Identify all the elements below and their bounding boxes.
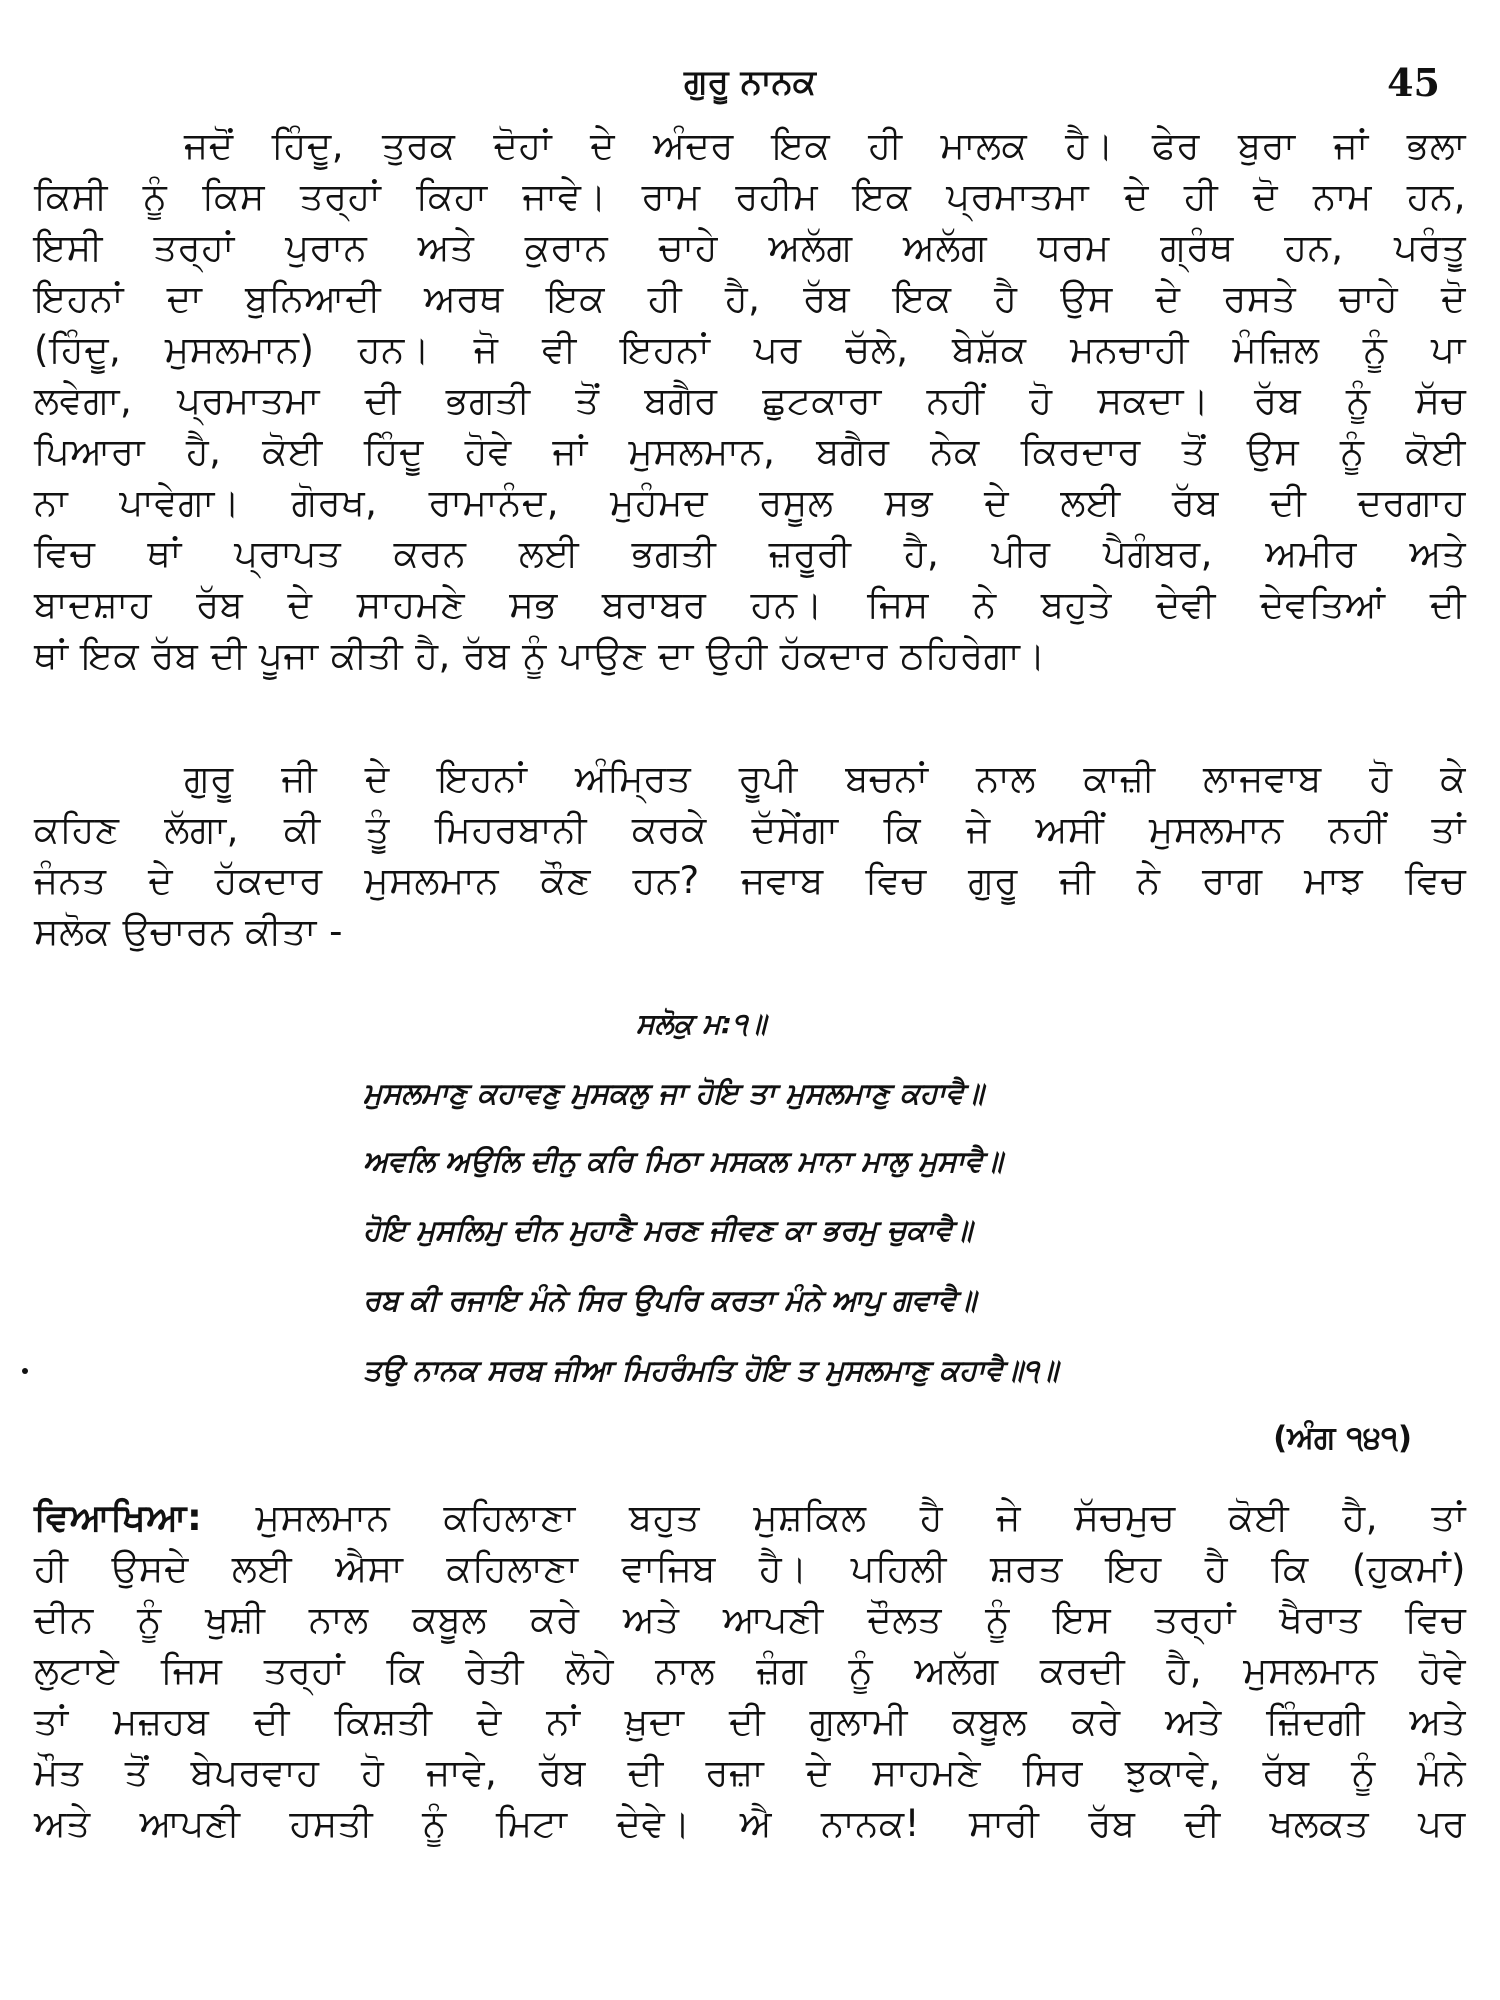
verse-line: ਹੋਇ ਮੁਸਲਿਮੁ ਦੀਨ ਮੁਹਾਣੈ ਮਰਣ ਜੀਵਣ ਕਾ ਭਰਮੁ ਚੁਕਾਵੈ॥ — [363, 1213, 973, 1247]
paragraph-line: ਇਹਨਾਂ ਦਾ ਬੁਨਿਆਦੀ ਅਰਥ ਇਕ ਹੀ ਹੈ, ਰੱਬ ਇਕ ਹੈ ਉਸ ਦੇ ਰਸਤੇ ਚਾਹੇ ਦੋ — [34, 277, 1466, 320]
paragraph-line: ਗੁਰੂ ਜੀ ਦੇ ਇਹਨਾਂ ਅੰਮ੍ਰਿਤ ਰੂਪੀ ਬਚਨਾਂ ਨਾਲ ਕਾਜ਼ੀ ਲਾਜਵਾਬ ਹੋ ਕੇ — [184, 757, 1466, 800]
paragraph-line: ਨਾ ਪਾਵੇਗਾ। ਗੋਰਖ, ਰਾਮਾਨੰਦ, ਮੁਹੰਮਦ ਰਸੂਲ ਸਭ ਦੇ ਲਈ ਰੱਬ ਦੀ ਦਰਗਾਹ — [34, 481, 1466, 524]
paragraph-line: ਪਿਆਰਾ ਹੈ, ਕੋਈ ਹਿੰਦੂ ਹੋਵੇ ਜਾਂ ਮੁਸਲਮਾਨ, ਬਗੈਰ ਨੇਕ ਕਿਰਦਾਰ ਤੋਂ ਉਸ ਨੂੰ ਕੋਈ — [34, 430, 1466, 473]
paragraph-line: ਦੀਨ ਨੂੰ ਖੁਸ਼ੀ ਨਾਲ ਕਬੂਲ ਕਰੇ ਅਤੇ ਆਪਣੀ ਦੌਲਤ ਨੂੰ ਇਸ ਤਰ੍ਹਾਂ ਖੈਰਾਤ ਵਿਚ — [34, 1598, 1466, 1641]
paragraph-line: ਕਹਿਣ ਲੱਗਾ, ਕੀ ਤੂੰ ਮਿਹਰਬਾਨੀ ਕਰਕੇ ਦੱਸੇਂਗਾ ਕਿ ਜੇ ਅਸੀਂ ਮੁਸਲਮਾਨ ਨਹੀਂ ਤਾਂ — [34, 808, 1466, 851]
verse-line: ਅਵਲਿ ਅਉਲਿ ਦੀਨੁ ਕਰਿ ਮਿਠਾ ਮਸਕਲ ਮਾਨਾ ਮਾਲੁ ਮੁਸਾਵੈ॥ — [363, 1144, 1003, 1178]
explanation-paragraph — [34, 1492, 1466, 1849]
paragraph-line: ਹੀ ਉਸਦੇ ਲਈ ਐਸਾ ਕਹਿਲਾਣਾ ਵਾਜਿਬ ਹੈ। ਪਹਿਲੀ ਸ਼ਰਤ ਇਹ ਹੈ ਕਿ (ਹੁਕਮਾਂ) — [34, 1547, 1466, 1590]
paragraph-line: ਜੰਨਤ ਦੇ ਹੱਕਦਾਰ ਮੁਸਲਮਾਨ ਕੌਣ ਹਨ? ਜਵਾਬ ਵਿਚ ਗੁਰੂ ਜੀ ਨੇ ਰਾਗ ਮਾਝ ਵਿਚ — [34, 859, 1466, 902]
explanation-label: ਵਿਆਖਿਆ: — [34, 1496, 203, 1539]
verse-line: ਤਉ ਨਾਨਕ ਸਰਬ ਜੀਆ ਮਿਹਰੰਮਤਿ ਹੋਇ ਤ ਮੁਸਲਮਾਣੁ ਕਹਾਵੈ॥੧॥ — [363, 1353, 1059, 1387]
paragraph-line: ਲਵੇਗਾ, ਪ੍ਰਮਾਤਮਾ ਦੀ ਭਗਤੀ ਤੋਂ ਬਗੈਰ ਛੁਟਕਾਰਾ ਨਹੀਂ ਹੋ ਸਕਦਾ। ਰੱਬ ਨੂੰ ਸੱਚ — [34, 379, 1466, 422]
paragraph-2 — [34, 753, 1466, 957]
verse-line: ਮੁਸਲਮਾਣੁ ਕਹਾਵਣੁ ਮੁਸਕਲੁ ਜਾ ਹੋਇ ਤਾ ਮੁਸਲਮਾਣੁ ਕਹਾਵੈ॥ — [363, 1076, 984, 1110]
paragraph-line: ਬਾਦਸ਼ਾਹ ਰੱਬ ਦੇ ਸਾਹਮਣੇ ਸਭ ਬਰਾਬਰ ਹਨ। ਜਿਸ ਨੇ ਬਹੁਤੇ ਦੇਵੀ ਦੇਵਤਿਆਂ ਦੀ — [34, 583, 1466, 626]
verse-line: ਰਬ ਕੀ ਰਜਾਇ ਮੰਨੇ ਸਿਰ ਉਪਰਿ ਕਰਤਾ ਮੰਨੇ ਆਪੁ ਗਵਾਵੈ॥ — [363, 1283, 977, 1317]
paragraph-line: ਤਾਂ ਮਜ਼ਹਬ ਦੀ ਕਿਸ਼ਤੀ ਦੇ ਨਾਂ ਖ਼ੁਦਾ ਦੀ ਗੁਲਾਮੀ ਕਬੂਲ ਕਰੇ ਅਤੇ ਜ਼ਿੰਦਗੀ ਅਤੇ — [34, 1700, 1466, 1743]
verse-heading: ਸਲੋਕੁ ਮ:੧॥ — [636, 1007, 767, 1040]
paragraph-line: ਜਦੋਂ ਹਿੰਦੂ, ਤੁਰਕ ਦੋਹਾਂ ਦੇ ਅੰਦਰ ਇਕ ਹੀ ਮਾਲਕ ਹੈ। ਫੇਰ ਬੁਰਾ ਜਾਂ ਭਲਾ — [184, 124, 1466, 167]
paragraph-line: ਸਲੋਕ ਉਚਾਰਨ ਕੀਤਾ - — [34, 910, 343, 953]
paragraph-line: ਇਸੀ ਤਰ੍ਹਾਂ ਪੁਰਾਨ ਅਤੇ ਕੁਰਾਨ ਚਾਹੇ ਅਲੱਗ ਅਲੱਗ ਧਰਮ ਗ੍ਰੰਥ ਹਨ, ਪਰੰਤੂ — [34, 226, 1466, 269]
paragraph-line: ਲੁਟਾਏ ਜਿਸ ਤਰ੍ਹਾਂ ਕਿ ਰੇਤੀ ਲੋਹੇ ਨਾਲ ਜ਼ੰਗ ਨੂੰ ਅਲੱਗ ਕਰਦੀ ਹੈ, ਮੁਸਲਮਾਨ ਹੋਵੇ — [34, 1649, 1466, 1692]
paragraph-line: ਥਾਂ ਇਕ ਰੱਬ ਦੀ ਪੂਜਾ ਕੀਤੀ ਹੈ, ਰੱਬ ਨੂੰ ਪਾਉਣ ਦਾ ਉਹੀ ਹੱਕਦਾਰ ਠਹਿਰੇਗਾ। — [34, 634, 1046, 677]
explanation-first-line — [34, 1492, 1466, 1543]
running-header-title: ਗੁਰੂ ਨਾਨਕ — [684, 62, 816, 102]
paragraph-line: ਅਤੇ ਆਪਣੀ ਹਸਤੀ ਨੂੰ ਮਿਟਾ ਦੇਵੇ। ਐ ਨਾਨਕ! ਸਾਰੀ ਰੱਬ ਦੀ ਖਲਕਤ ਪਰ — [34, 1802, 1466, 1845]
page-number: 45 — [1387, 60, 1440, 105]
paragraph-line: ਵਿਚ ਥਾਂ ਪ੍ਰਾਪਤ ਕਰਨ ਲਈ ਭਗਤੀ ਜ਼ਰੂਰੀ ਹੈ, ਪੀਰ ਪੈਗੰਬਰ, ਅਮੀਰ ਅਤੇ — [34, 532, 1466, 575]
paragraph-1 — [34, 120, 1466, 681]
stray-ink-dot — [22, 1368, 28, 1374]
paragraph-line: ਕਿਸੀ ਨੂੰ ਕਿਸ ਤਰ੍ਹਾਂ ਕਿਹਾ ਜਾਵੇ। ਰਾਮ ਰਹੀਮ ਇਕ ਪ੍ਰਮਾਤਮਾ ਦੇ ਹੀ ਦੋ ਨਾਮ ਹਨ, — [34, 175, 1466, 218]
explanation-first-line-text: ਮੁਸਲਮਾਨ ਕਹਿਲਾਣਾ ਬਹੁਤ ਮੁਸ਼ਕਿਲ ਹੈ ਜੇ ਸੱਚਮੁਚ ਕੋਈ ਹੈ, ਤਾਂ — [255, 1496, 1467, 1539]
paragraph-line: ਮੌਤ ਤੋਂ ਬੇਪਰਵਾਹ ਹੋ ਜਾਵੇ, ਰੱਬ ਦੀ ਰਜ਼ਾ ਦੇ ਸਾਹਮਣੇ ਸਿਰ ਝੁਕਾਵੇ, ਰੱਬ ਨੂੰ ਮੰਨੇ — [34, 1751, 1466, 1794]
paragraph-line: (ਹਿੰਦੂ, ਮੁਸਲਮਾਨ) ਹਨ। ਜੋ ਵੀ ਇਹਨਾਂ ਪਰ ਚੱਲੇ, ਬੇਸ਼ੱਕ ਮਨਚਾਹੀ ਮੰਜ਼ਿਲ ਨੂੰ ਪਾ — [34, 328, 1466, 371]
scripture-reference: (ਅੰਗ ੧੪੧) — [1273, 1420, 1412, 1456]
